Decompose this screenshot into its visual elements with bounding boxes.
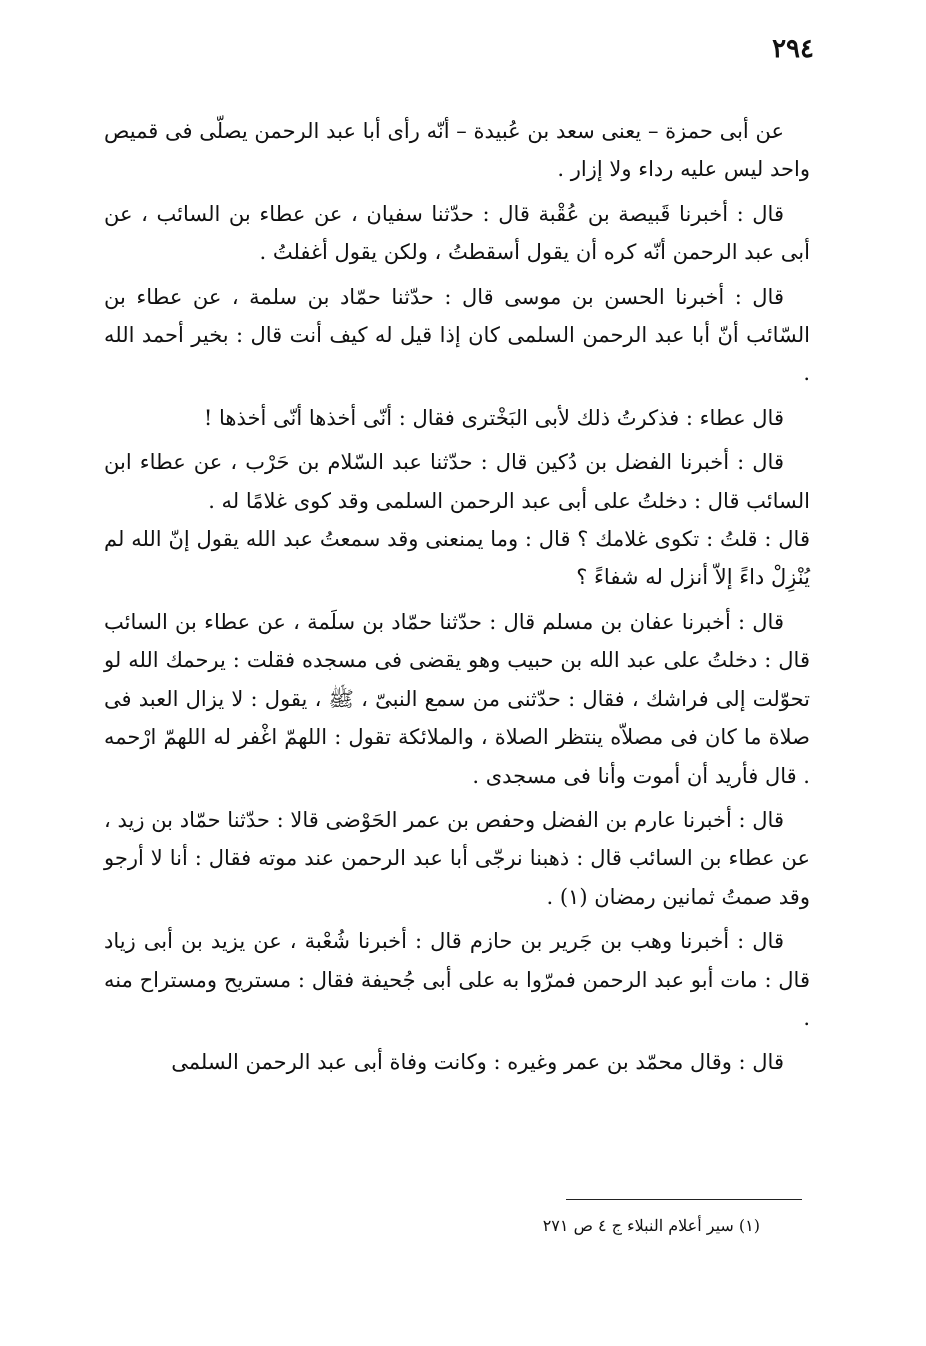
paragraph: قال : أخبرنا وهب بن جَرير بن حازم قال : أخبرنا شُعْبة ، عن يزيد بن أبى زياد قال : مات أبو عبد الرحمن فمرّوا به على أبى جُحيفة فقال : مستريح ومستراح منه . bbox=[104, 929, 810, 1030]
paragraph: قال : قلتُ : تكوى غلامك ؟ قال : وما يمنعنى وقد سمعتُ عبد الله يقول إنّ الله لم يُنْزِلْ داءً إلاّ أنزل له شفاءً ؟ bbox=[104, 527, 810, 590]
footnote-separator bbox=[566, 1199, 802, 1200]
paragraph: قال : أخبرنا قَبيصة بن عُقْبة قال : حدّثنا سفيان ، عن عطاء بن السائب ، عن أبى عبد الرحمن أنّه كره أن يقول أسقطتُ ، ولكن يقول أغفلتُ . bbox=[104, 201, 810, 265]
footnote: (١) سير أعلام النبلاء ج ٤ ص ٢٧١ bbox=[542, 1216, 760, 1235]
paragraph: قال : أخبرنا عارم بن الفضل وحفص بن عمر الحَوْضى قالا : حدّثنا حمّاد بن زيد ، عن عطاء بن السائب قال : ذهبنا نرجّى أبا عبد الرحمن عند موته فقال : أنا لا أرجو وقد صمتُ ثمانين رمضان (١) . bbox=[104, 807, 810, 909]
paragraph: قال : أخبرنا الحسن بن موسى قال : حدّثنا حمّاد بن سلمة ، عن عطاء بن السّائب أنّ أبا عبد الرحمن السلمى كان إذا قيل له كيف أنت قال : بخير أحمد الله . bbox=[104, 284, 810, 386]
body-text bbox=[104, 112, 810, 1088]
paragraph: عن أبى حمزة – يعنى سعد بن عُبيدة – أنّه رأى أبا عبد الرحمن يصلّى فى قميص واحد ليس عليه رداء ولا إزار . bbox=[104, 119, 810, 182]
paragraph: قال : أخبرنا الفضل بن دُكين قال : حدّثنا عبد السّلام بن حَرْب ، عن عطاء ابن السائب قال : دخلتُ على أبى عبد الرحمن السلمى وقد كوى غلامًا له . bbox=[104, 450, 810, 513]
paragraph: قال عطاء : فذكرتُ ذلك لأبى البَخْترى فقال : أنّى أخذها أنّى أخذها ! bbox=[203, 405, 784, 430]
paragraph: قال : أخبرنا عفان بن مسلم قال : حدّثنا حمّاد بن سلَمة ، عن عطاء بن السائب قال : دخلتُ على عبد الله بن حبيب وهو يقضى فى مسجده فقلت : يرحمك الله لو تحوّلت إلى فراشك ، فقال : حدّثنى من سمع النبىّ ، ﷺ ، يقول : لا يزال العبد فى صلاة ما كان فى مصلاّه ينتظر الصلاة ، والملائكة تقول : اللهمّ اغْفر له اللهمّ ارْحمه . قال فأريد أن أموت وأنا فى مسجدى . bbox=[104, 609, 810, 788]
page-number: ٢٩٤ bbox=[772, 34, 814, 64]
paragraph: قال : وقال محمّد بن عمر وغيره : وكانت وفاة أبى عبد الرحمن السلمى bbox=[171, 1050, 784, 1075]
